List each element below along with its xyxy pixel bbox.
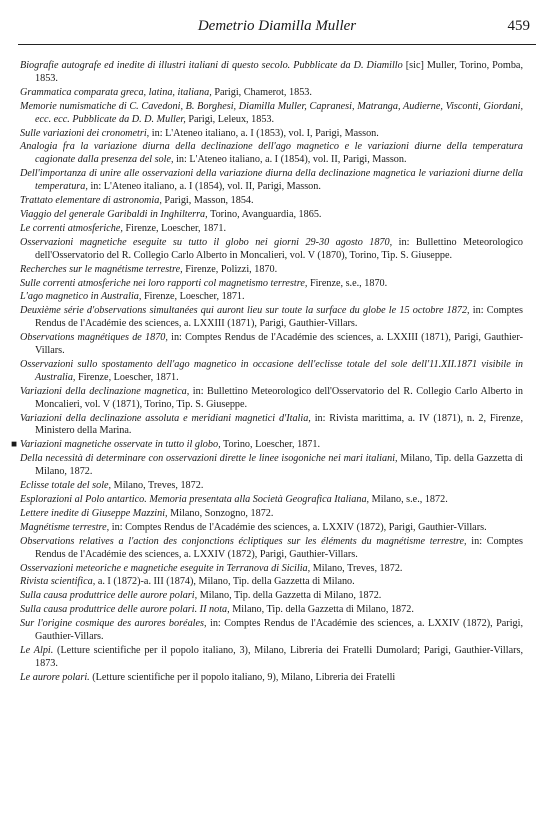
entry-details: Torino, Loescher, 1871. xyxy=(220,439,321,451)
bibliography-entry xyxy=(20,101,523,127)
entry-title: L'ago magnetico in Australia, xyxy=(20,291,142,303)
bibliography-entry: ■ Variazioni magnetiche osservate in tutto il globo, Torino, Loescher, 1871. xyxy=(11,439,321,451)
bibliography-entry xyxy=(20,291,523,304)
entry-details: Parigi, Chamerot, 1853. xyxy=(211,86,312,98)
entry-title: Sulle correnti atmosferiche nei loro rapporti col magnetismo terrestre, xyxy=(20,277,308,289)
entry-details: in: Comptes Rendus de l'Académie des sciences, a. LXXIII (1871), Parigi, Gauthier-Villars. xyxy=(35,332,523,357)
entry-title: Sulle variazioni dei cronometri, xyxy=(20,127,150,139)
running-head: Demetrio Diamilla Muller xyxy=(197,18,357,34)
bibliography-entry xyxy=(20,453,523,479)
entry-details: Parigi, Leleux, 1853. xyxy=(185,113,275,125)
entry-details: Firenze, Polizzi, 1870. xyxy=(182,263,278,275)
bibliography-entry xyxy=(20,278,523,291)
bibliography-entry xyxy=(20,209,523,222)
entry-title: Observations relatives a l'action des conjonctions écliptiques sur les éléments du magnétisme terrestre, xyxy=(20,535,467,547)
bibliography-entry xyxy=(20,305,523,331)
entry-title: Trattato elementare di astronomia, xyxy=(20,195,162,207)
entry-title: Recherches sur le magnétisme terrestre, xyxy=(20,263,183,275)
entry-details: in: Rivista marittima, a. IV (1871), n. 2, Firenze, Ministero della Marina. xyxy=(35,412,523,437)
entry-details: in: Comptes Rendus de l'Académie des sciences, a. LXXIV (1872), Parigi, Gauthier-Villars. xyxy=(109,521,487,533)
bibliography-entry xyxy=(20,563,523,576)
bibliography-entry xyxy=(20,536,523,562)
entry-title: Variazioni della declinazione magnetica, xyxy=(20,385,190,397)
bibliography-entry xyxy=(20,480,523,493)
entry-title: Grammatica comparata greca, latina, italiana, xyxy=(20,86,212,98)
entry-details: Firenze, s.e., 1870. xyxy=(307,277,388,289)
bibliography-entry xyxy=(20,618,523,644)
entry-details: in: Comptes Rendus de l'Académie des sciences, a. LXXIV (1872), Parigi, Gauthier-Villars. xyxy=(35,535,523,560)
entry-details: Torino, Avanguardia, 1865. xyxy=(207,208,322,220)
bibliography-entry xyxy=(20,141,523,167)
entry-title: Osservazioni meteoriche e magnetiche eseguite in Terranova di Sicilia, xyxy=(20,562,311,574)
entry-details: (Letture scientifiche per il popolo italiano, 9), Milano, Libreria dei Fratelli xyxy=(89,671,396,683)
bibliography-entry xyxy=(20,264,523,277)
bibliography-entry xyxy=(20,223,523,236)
bibliography-entry xyxy=(20,128,523,141)
entry-details: Milano, Tip. della Gazzetta di Milano, 1872. xyxy=(229,604,414,616)
entry-details: Parigi, Masson, 1854. xyxy=(161,195,254,207)
entry-title: Observations magnétiques de 1870, xyxy=(20,332,168,344)
entry-title: Osservazioni sullo spostamento dell'ago magnetico in occasione dell'eclisse totale del sole dell'11.XII.1871 visibile in Australia, xyxy=(20,358,523,383)
entry-title: Lettere inedite di Giuseppe Mazzini, xyxy=(20,507,168,519)
entry-title: Le Alpi. xyxy=(20,644,54,656)
entry-details: in: Comptes Rendus de l'Académie des sciences, a. LXXIII (1871), Parigi, Gauthier-Villars. xyxy=(35,305,523,330)
entry-title: Magnétisme terrestre, xyxy=(20,521,110,533)
bibliography-entry xyxy=(20,413,523,439)
entry-title: Deuxième série d'observations simultanées qui auront lieu sur toute la surface du globe le 15 octobre 1872, xyxy=(20,305,470,317)
entry-title: Viaggio del generale Garibaldi in Inghilterra, xyxy=(20,208,208,220)
bibliography-entry xyxy=(20,604,523,617)
entry-details: Milano, s.e., 1872. xyxy=(369,494,448,505)
entry-title: Osservazioni magnetiche eseguite su tutto il globo nei giorni 29-30 agosto 1870, xyxy=(20,236,393,248)
entry-details: in: Comptes Rendus de l'Académie des sciences, a. LXXIV (1872), Parigi, Gauthier-Villars. xyxy=(35,618,524,643)
entry-details: in: L'Ateneo italiano, a. I (1854), vol. II, Parigi, Masson. xyxy=(173,154,407,166)
entry-title: Sur l'origine cosmique des aurores boréales, xyxy=(20,618,207,630)
entry-details: Firenze, Loescher, 1871. xyxy=(75,371,179,383)
entry-details: (Letture scientifiche per il popolo italiano, 3), Milano, Libreria dei Fratelli Dumolard; Parigi, Gauthier-Villars, 1873. xyxy=(35,644,523,669)
entry-details: Milano, Treves, 1872. xyxy=(111,480,204,492)
entry-details: Milano, Tip. della Gazzetta di Milano, 1872. xyxy=(35,453,523,478)
entry-details: in: L'Ateneo italiano, a. I (1854), vol. II, Parigi, Masson. xyxy=(87,181,321,193)
bibliography-list xyxy=(11,60,524,686)
entry-details: in: Bullettino Meteorologico dell'Osservatorio del R. Collegio Carlo Alberto in Moncalieri, vol. V (1871), Torino, Tip. S. Giuseppe. xyxy=(35,385,524,410)
bibliography-entry xyxy=(20,672,523,685)
bibliography-entry xyxy=(20,87,523,100)
entry-details: in: Bullettino Meteorologico dell'Osservatorio del R. Collegio Carlo Alberto in Moncalieri, vol. V (1870), Torino, Tip. S. Giuseppe. xyxy=(35,236,524,261)
bibliography-entry xyxy=(20,168,523,194)
entry-title: Variazioni magnetiche osservate in tutto il globo, xyxy=(20,439,221,451)
entry-title: Rivista scientifica, xyxy=(20,576,96,588)
entry-title: Analogia fra la variazione diurna della declinazione dell'ago magnetico e le variazioni diurne della temperatura cagionate dalla presenza del sole, xyxy=(20,141,523,166)
entry-details: Milano, Tip. della Gazzetta di Milano, 1872. xyxy=(197,590,382,602)
entry-details: Firenze, Loescher, 1871. xyxy=(122,222,227,234)
bibliography-entry xyxy=(20,237,523,263)
entry-title: Della necessità di determinare con osservazioni dirette le linee isogoniche nei mari italiani, xyxy=(20,453,398,465)
entry-title: Le correnti atmosferiche, xyxy=(20,222,123,234)
entry-details: Milano, Sonzogno, 1872. xyxy=(167,507,274,519)
entry-title: Memorie numismatiche di C. Cavedoni, B. Borghesi, Diamilla Muller, Capranesi, Matranga, Audierne, Visconti, Giordani, ecc. ecc. Pubblicate da D. D. Muller, xyxy=(20,100,523,125)
entry-title: Variazioni della declinazione assoluta e meridiani magnetici d'Italia, xyxy=(20,412,311,424)
bibliography-entry xyxy=(20,359,523,385)
entry-details: in: L'Ateneo italiano, a. I (1853), vol. I, Parigi, Masson. xyxy=(149,127,379,139)
bibliography-entry xyxy=(20,508,523,521)
bibliography-entry xyxy=(20,576,523,589)
entry-title: Biografie autografe ed inedite di illustri italiani di questo secolo. Pubblicate da D. Diamillo xyxy=(20,60,403,71)
bibliography-entry xyxy=(20,386,523,412)
page-number: 459 xyxy=(507,18,530,34)
entry-title: Le aurore polari. xyxy=(20,671,90,683)
entry-title: Dell'importanza di unire alle osservazioni della variazione diurna della declinazione magnetica le variazioni diurne della temperatura, xyxy=(20,168,523,193)
bibliography-entry xyxy=(20,195,523,208)
entry-details: Firenze, Loescher, 1871. xyxy=(141,291,245,303)
bibliography-entry xyxy=(20,60,523,86)
bibliography-entry xyxy=(20,332,523,358)
entry-details: Milano, Treves, 1872. xyxy=(310,562,403,574)
entry-title: Sulla causa produttrice delle aurore polari. II nota, xyxy=(20,604,230,616)
bibliography-entry xyxy=(20,522,523,535)
entry-details: [sic] Muller, Torino, Pomba, 1853. xyxy=(35,60,523,84)
entry-details: a. I (1872)-a. III (1874), Milano, Tip. della Gazzetta di Milano. xyxy=(95,576,355,588)
bibliography-entry xyxy=(20,645,523,671)
bibliography-entry xyxy=(20,590,523,603)
entry-title: Eclisse totale del sole, xyxy=(20,480,112,492)
entry-title: Sulla causa produttrice delle aurore polari, xyxy=(20,590,198,602)
entry-title: Esplorazioni al Polo antartico. Memoria presentata alla Società Geografica Italiana, xyxy=(20,494,370,505)
page-header xyxy=(18,14,536,45)
bibliography-entry xyxy=(20,494,523,507)
